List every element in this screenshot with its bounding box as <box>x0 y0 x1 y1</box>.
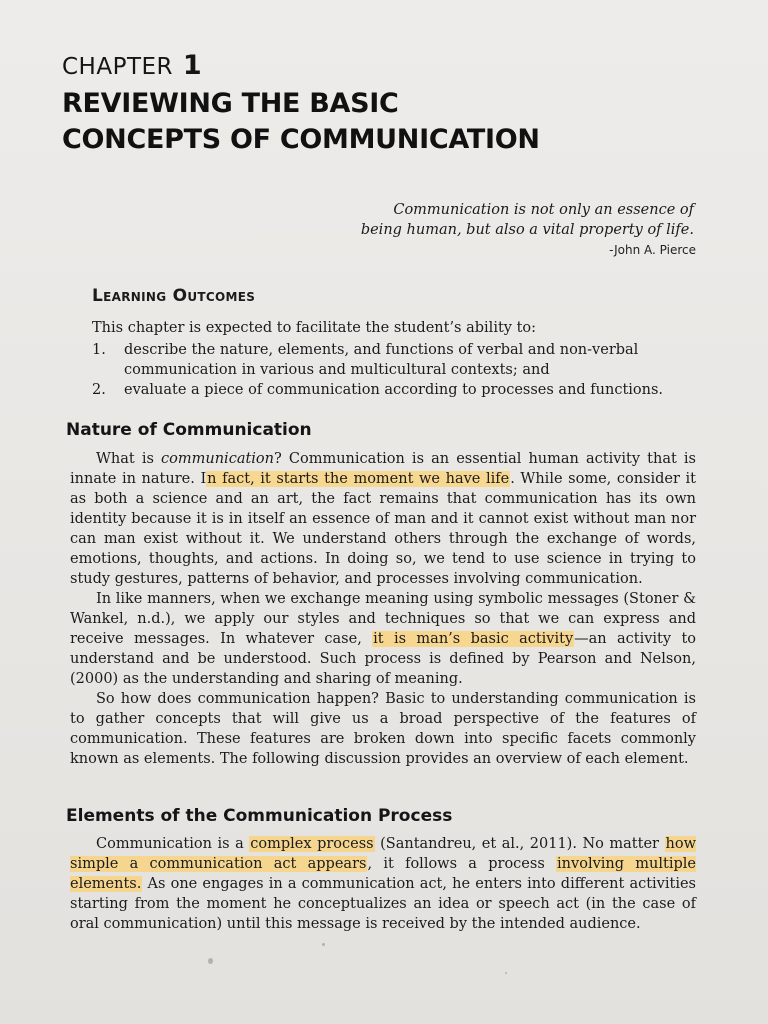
paper-speck <box>208 958 213 964</box>
list-item-number: 2. <box>92 382 106 398</box>
chapter-number: 1 <box>182 50 203 81</box>
epigraph-line-2: being human, but also a vital property of life. <box>360 222 694 238</box>
elements-heading: Elements of the Communication Process <box>66 806 453 826</box>
chapter-title-line-2: CONCEPTS OF COMMUNICATION <box>62 124 540 155</box>
highlighted-text: complex process <box>250 836 374 852</box>
chapter-title-line-1: REVIEWING THE BASIC <box>62 88 399 119</box>
chapter-word: CHAPTER <box>62 54 174 80</box>
emphasis-text: communication <box>161 451 274 467</box>
text-run: . While some, consider it as both a science and an art, the fact remains that communication has its own identity because it is in itself an essence of man and it cannot exist without man nor can man exist without it. We understand others through the exchange of words, emotions, thoughts, and actions. In doing so, we tend to use science in trying to study gestures, patterns of behavior, and processes involving communication. <box>70 471 696 587</box>
nature-paragraph-2 <box>70 589 696 689</box>
list-item-number: 1. <box>92 342 106 358</box>
list-item-text: describe the nature, elements, and functions of verbal and non-verbal communication in various and multicultural contexts; and <box>124 342 639 378</box>
elements-paragraph-1 <box>70 834 696 934</box>
elements-body <box>70 834 696 934</box>
list-item-text: evaluate a piece of communication according to processes and functions. <box>124 382 664 398</box>
epigraph-author: -John A. Pierce <box>609 243 696 257</box>
nature-paragraph-1 <box>70 449 696 589</box>
highlighted-text: involving multiple elements. <box>70 856 696 892</box>
text-run: , it follows a process <box>367 856 557 872</box>
list-item <box>92 340 672 380</box>
list-item <box>92 380 672 400</box>
text-run: In like manners, when we exchange meaning using symbolic messages (Stoner & Wankel, n.d.), we apply our styles and techniques so that we can express and receive messages. In whatever case, <box>70 591 696 647</box>
nature-heading: Nature of Communication <box>66 420 312 440</box>
highlighted-text: n fact, it starts the moment we have life <box>207 471 510 487</box>
text-run: —an activity to understand and be understood. Such process is defined by Pearson and Nelson, (2000) as the understanding and sharing of meaning. <box>70 631 696 687</box>
chapter-title <box>62 86 540 158</box>
highlighted-text: it is man’s basic activity <box>373 631 574 647</box>
text-run: What is <box>96 451 162 467</box>
highlighted-text: how simple a communication act appears <box>70 836 696 872</box>
paper-speck <box>505 972 507 974</box>
text-run: (Santandreu, et al., 2011). No matter <box>374 836 665 852</box>
text-run: ? Communication is an essential human activity that is innate in nature. I <box>70 451 697 487</box>
epigraph-line-1: Communication is not only an essence of <box>393 202 694 218</box>
text-run: As one engages in a communication act, he enters into different activities starting from the moment he conceptualizes an idea or speech act (in the case of oral communication) until this message is received by the intended audience. <box>70 876 696 932</box>
nature-body <box>70 449 696 769</box>
learning-outcomes-list <box>92 340 672 400</box>
nature-paragraph-3: So how does communication happen? Basic to understanding communication is to gather concepts that will give us a broad perspective of the features of communication. These features are broken down into specific facets commonly known as elements. The following discussion provides an overview of each element. <box>70 691 696 767</box>
learning-outcomes-intro: This chapter is expected to facilitate the student’s ability to: <box>92 320 537 336</box>
paper-speck <box>322 943 325 946</box>
text-run: Communication is a <box>96 836 250 852</box>
chapter-label <box>62 50 202 81</box>
epigraph <box>274 200 694 240</box>
learning-outcomes-heading: Learning Outcomes <box>92 286 256 306</box>
